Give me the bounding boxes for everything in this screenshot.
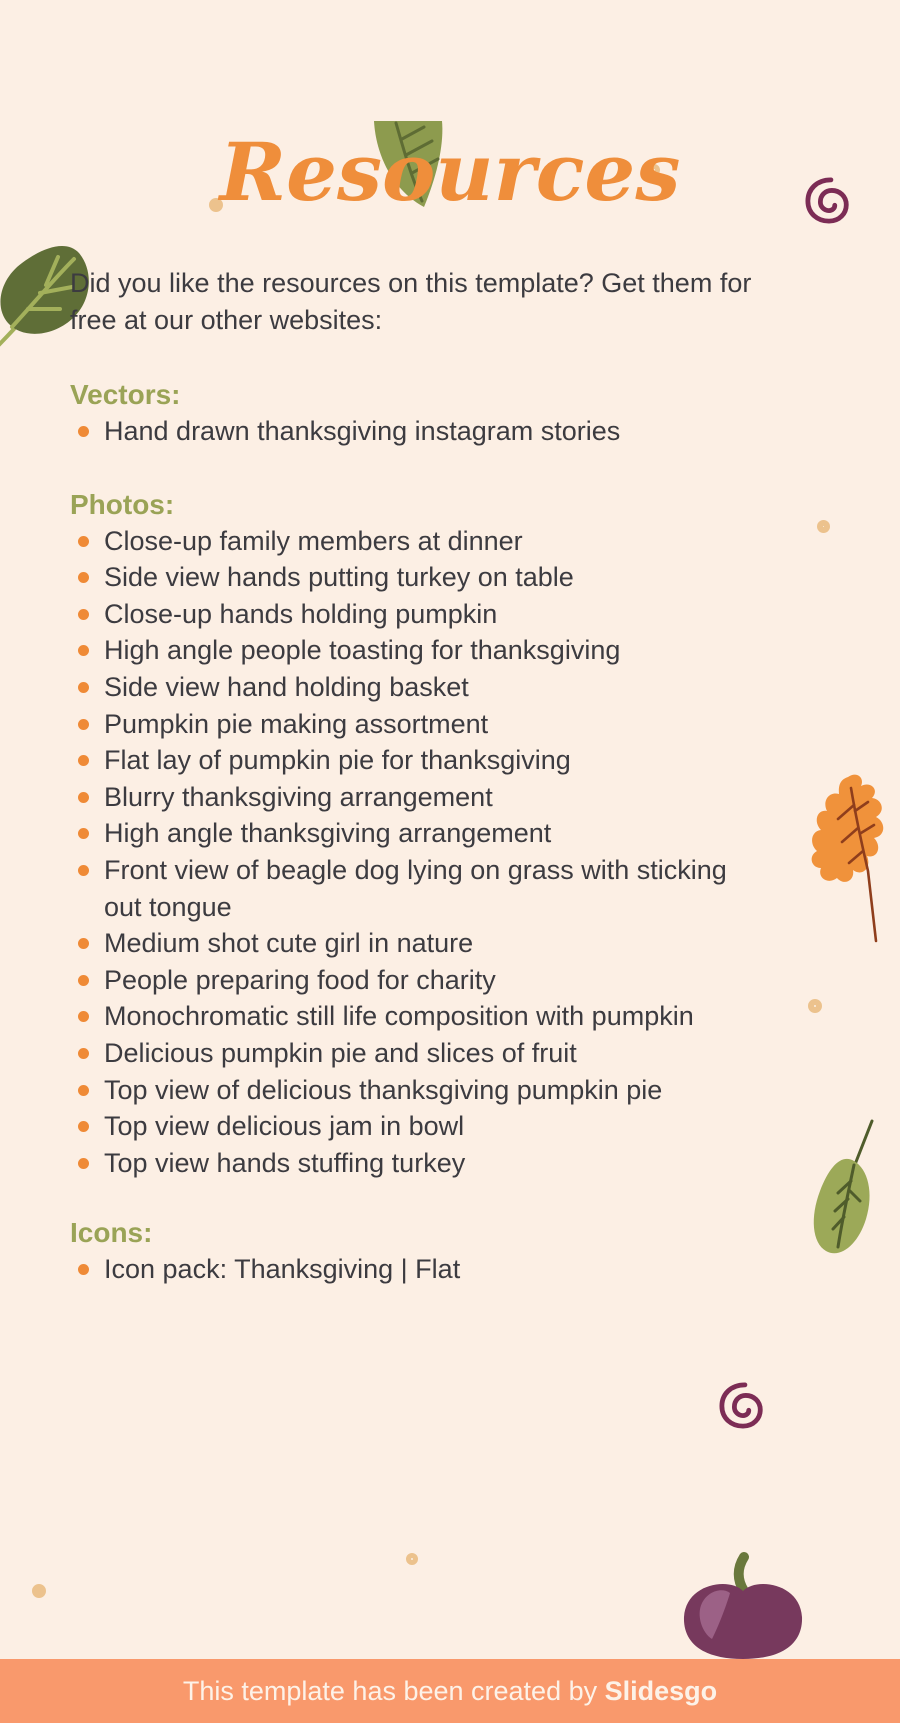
list-item [70, 779, 900, 816]
list-item [70, 1251, 900, 1288]
list-item-text: Blurry thanksgiving arrangement [104, 781, 493, 812]
bullet-icon [78, 426, 89, 437]
bullet-icon [78, 792, 89, 803]
section-photos [70, 487, 900, 1182]
footer-credit-text: This template has been created by [182, 1675, 605, 1706]
vectors-list [70, 413, 900, 450]
bullet-icon [78, 938, 89, 949]
bullet-icon [78, 865, 89, 876]
icons-list [70, 1251, 900, 1288]
ring-icon [32, 1584, 46, 1598]
bullet-icon [78, 828, 89, 839]
list-item [70, 1035, 900, 1072]
section-heading-photos: Photos: [70, 488, 175, 520]
list-item [70, 632, 900, 669]
list-item-text: High angle people toasting for thanksgiving [104, 635, 621, 666]
bullet-icon [78, 1121, 89, 1132]
list-item-text: Top view delicious jam in bowl [104, 1111, 465, 1142]
list-item [70, 706, 900, 743]
list-item-text: Pumpkin pie making assortment [104, 708, 489, 739]
list-item [70, 1072, 900, 1109]
list-item-text: Side view hand holding basket [104, 671, 469, 702]
list-item [70, 413, 900, 450]
slide-content [0, 123, 900, 1288]
list-item-text: Flat lay of pumpkin pie for thanksgiving [104, 745, 571, 776]
list-item [70, 596, 900, 633]
bullet-icon [78, 1048, 89, 1059]
bullet-icon [78, 609, 89, 620]
bullet-icon [78, 975, 89, 986]
list-item [70, 815, 900, 852]
spiral-icon [719, 1381, 767, 1431]
list-item-text: Top view hands stuffing turkey [104, 1147, 466, 1178]
list-item-text: High angle thanksgiving arrangement [104, 818, 552, 849]
footer-brand: Slidesgo [604, 1675, 718, 1706]
list-item [70, 523, 900, 560]
bullet-icon [78, 682, 89, 693]
list-item-text: Side view hands putting turkey on table [104, 562, 574, 593]
list-item [70, 962, 900, 999]
section-heading-vectors: Vectors: [70, 379, 181, 410]
bullet-icon [78, 645, 89, 656]
list-item [70, 1145, 900, 1182]
intro-text: Did you like the resources on this template? Get them for free at our other websites: [70, 268, 752, 335]
list-item-text: Top view of delicious thanksgiving pumpkin pie [104, 1074, 663, 1105]
list-item [70, 742, 900, 779]
list-item-text: People preparing food for charity [104, 964, 496, 995]
section-icons [70, 1215, 900, 1288]
bullet-icon [78, 1264, 89, 1275]
bullet-icon [78, 1158, 89, 1169]
list-item [70, 925, 900, 962]
footer-bar [0, 1659, 900, 1723]
photos-list [70, 523, 900, 1182]
page-title: Resources [219, 125, 681, 219]
list-item [70, 559, 900, 596]
list-item-text: Monochromatic still life composition with pumpkin [104, 1001, 694, 1032]
bullet-icon [78, 536, 89, 547]
list-item-text: Close-up family members at dinner [104, 525, 523, 556]
list-item-text: Medium shot cute girl in nature [104, 928, 474, 959]
section-vectors [70, 377, 900, 450]
ring-icon [406, 1553, 418, 1565]
list-item-text: Close-up hands holding pumpkin [104, 598, 498, 629]
list-item-text: Icon pack: Thanksgiving | Flat [104, 1254, 461, 1285]
list-item-text: Delicious pumpkin pie and slices of fruit [104, 1037, 577, 1068]
list-item [70, 1108, 900, 1145]
bullet-icon [78, 755, 89, 766]
list-item-text: Front view of beagle dog lying on grass with sticking out tongue [104, 854, 727, 922]
list-item-text: Hand drawn thanksgiving instagram stories [104, 416, 621, 446]
bullet-icon [78, 719, 89, 730]
section-heading-icons: Icons: [70, 1217, 153, 1249]
footer-text [183, 1676, 717, 1707]
bullet-icon [78, 572, 89, 583]
bullet-icon [78, 1011, 89, 1022]
bullet-icon [78, 1085, 89, 1096]
list-item [70, 669, 900, 706]
list-item [70, 852, 900, 925]
list-item [70, 998, 900, 1035]
